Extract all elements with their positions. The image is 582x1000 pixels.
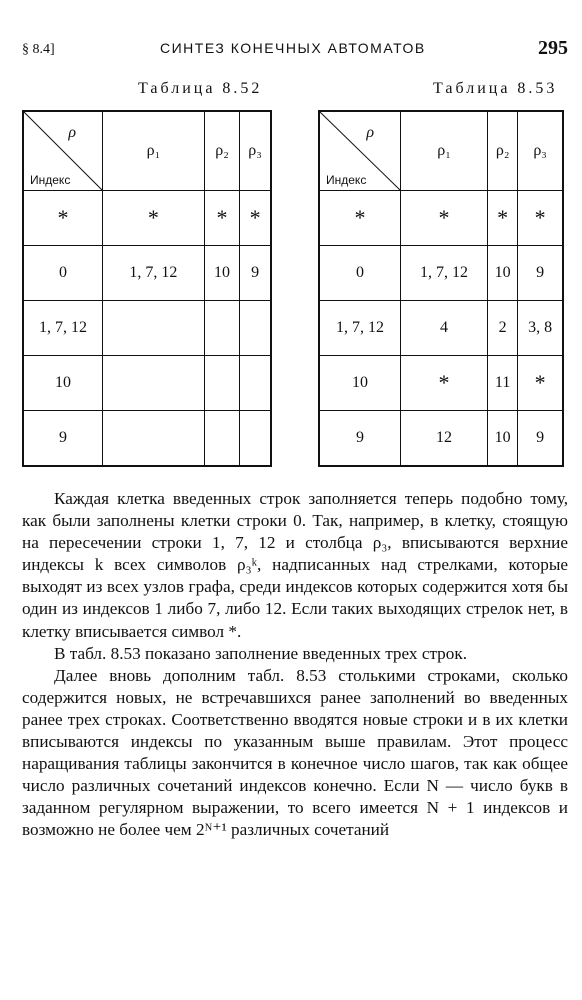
row-index: 9 <box>319 411 401 467</box>
page-header <box>22 37 568 62</box>
table-cell: * <box>401 356 488 411</box>
table-cell <box>240 301 271 356</box>
table-header-row <box>23 111 271 191</box>
table-cell: * <box>518 356 563 411</box>
table-cell <box>204 411 239 467</box>
table-row <box>23 246 271 301</box>
row-index: * <box>319 191 401 246</box>
table-cell <box>103 356 205 411</box>
table-8-52 <box>22 110 272 467</box>
table-row <box>319 411 563 467</box>
row-index: 1, 7, 12 <box>319 301 401 356</box>
table-row <box>319 246 563 301</box>
row-index: 1, 7, 12 <box>23 301 103 356</box>
table-cell: 2 <box>488 301 518 356</box>
table-cell: 3, 8 <box>518 301 563 356</box>
row-index: 9 <box>23 411 103 467</box>
table-cell <box>240 356 271 411</box>
row-index: 10 <box>23 356 103 411</box>
column-header: ρ₂ <box>204 111 239 191</box>
column-header: ρ₁ <box>401 111 488 191</box>
table-cell: 9 <box>240 246 271 301</box>
corner-cell <box>23 111 103 191</box>
table-cell: * <box>518 191 563 246</box>
table-cell: * <box>103 191 205 246</box>
paragraph: В табл. 8.53 показано заполнение введенных трех строк. <box>54 643 468 663</box>
table-cell <box>103 301 205 356</box>
table-header-row <box>319 111 563 191</box>
corner-rho: ρ <box>68 124 76 141</box>
table-cell: * <box>204 191 239 246</box>
table-cell <box>204 301 239 356</box>
table-cell: * <box>488 191 518 246</box>
table-8-53-caption: Таблица 8.53 <box>433 80 558 97</box>
table-row <box>23 301 271 356</box>
table-cell: 11 <box>488 356 518 411</box>
table-8-52-caption: Таблица 8.52 <box>138 80 263 97</box>
table-row <box>23 356 271 411</box>
page-number: 295 <box>538 37 568 59</box>
table-cell: * <box>240 191 271 246</box>
table-row <box>319 356 563 411</box>
row-index: 0 <box>319 246 401 301</box>
section-number: § 8.4] <box>22 42 55 57</box>
table-cell <box>204 356 239 411</box>
corner-cell <box>319 111 401 191</box>
table-cell: 9 <box>518 246 563 301</box>
table-row <box>23 411 271 467</box>
table-row <box>319 191 563 246</box>
table-cell: 1, 7, 12 <box>401 246 488 301</box>
body-text <box>22 488 568 842</box>
table-cell: 9 <box>518 411 563 467</box>
row-index: * <box>23 191 103 246</box>
table-cell: 10 <box>488 411 518 467</box>
table-row <box>319 301 563 356</box>
table-cell <box>103 411 205 467</box>
paragraph: Каждая клетка введенных строк заполняется теперь подобно тому, как были заполнены клетки строки 0. Так, например, в клетку, стоящую на пересечении строки 1, 7, 12 и столбца ρ₃, вписываются верхние индексы k всех символов ρ₃ᵏ, надписанных над стрелками, которые выходят из всех узлов графа, среди индексов которых содержится хотя бы один из индексов 1 либо 7, либо 12. Если таких выходящих стрелок нет, в клетку вписывается символ *. <box>22 489 568 641</box>
table-cell <box>240 411 271 467</box>
column-header: ρ₃ <box>518 111 563 191</box>
corner-index-label: Индекс <box>30 173 71 187</box>
table-cell: 1, 7, 12 <box>103 246 205 301</box>
table-cell: 10 <box>488 246 518 301</box>
column-header: ρ₃ <box>240 111 271 191</box>
table-cell: * <box>401 191 488 246</box>
corner-rho: ρ <box>366 124 374 141</box>
table-cell: 12 <box>401 411 488 467</box>
table-8-53 <box>318 110 564 467</box>
running-title: СИНТЕЗ КОНЕЧНЫХ АВТОМАТОВ <box>160 40 426 56</box>
row-index: 0 <box>23 246 103 301</box>
table-cell: 10 <box>204 246 239 301</box>
column-header: ρ₂ <box>488 111 518 191</box>
corner-index-label: Индекс <box>326 173 367 187</box>
table-row <box>23 191 271 246</box>
column-header: ρ₁ <box>103 111 205 191</box>
paragraph: Далее вновь дополним табл. 8.53 столькими строками, сколько содержится новых, не встречавшихся ранее заполнений во введенных ранее трех строках. Соответственно вводятся новые строки и в их клетки вписываются индексы по указанным выше правилам. Этот процесс наращивания таблицы закончится в конечное число шагов, так как общее число различных сочетаний индексов конечно. Если N — число букв в заданном регулярном выражении, то всего имеется N + 1 индексов и возможно не более чем 2ᴺ⁺¹ различных сочетаний <box>22 665 568 840</box>
table-cell: 4 <box>401 301 488 356</box>
row-index: 10 <box>319 356 401 411</box>
